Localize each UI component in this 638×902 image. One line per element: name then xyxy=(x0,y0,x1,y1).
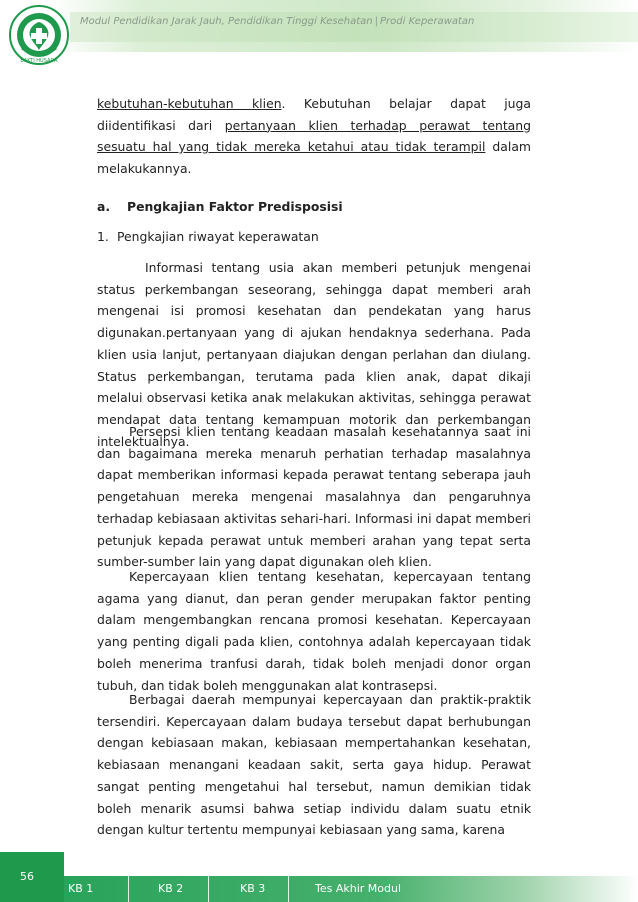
footer-divider xyxy=(208,876,209,902)
paragraph-text: Berbagai daerah mempunyai kepercayaan dan praktik-praktik tersendiri. Kepercayaan dalam budaya tersebut dapat berhubungan dengan kebiasaan makan, kebiasaan mempertahankan kesehatan, kebiasaan menangani keadaan sakit, serta gaya hidup. Perawat sangat penting mengetahui hal tersebut, namun demikian tidak boleh menarik asumsi bahwa setiap individu dalam suatu etnik dengan kultur tertentu mempunyai kebiasaan yang sama, karena xyxy=(97,692,531,838)
paragraph-text: Informasi tentang usia akan memberi petunjuk mengenai status perkembangan seseorang, sehingga dapat memberi arah mengenai isi promosi kesehatan dan pendekatan yang harus digunakan.pertanyaan yang di ajukan hendaknya sederhana. Pada klien usia lanjut, pertanyaan diajukan dengan perlahan dan diulang. Status perkembangan, terutama pada klien anak, dapat dikaji melalui observasi ketika anak melakukan aktivitas, sehingga perawat mendapat data tentang kemampuan motorik dan perkembangan intelektualnya. xyxy=(97,260,531,449)
subsection-number: 1. xyxy=(97,229,109,244)
footer-tab-kb3[interactable]: KB 3 xyxy=(240,882,266,895)
paragraph-persepsi xyxy=(97,421,531,573)
intro-text-2: dalam melakukannya. xyxy=(97,139,531,176)
subsection-heading xyxy=(97,229,319,244)
footer-divider xyxy=(128,876,129,902)
header-title-left: Modul Pendidikan Jarak Jauh, Pendidikan Tinggi Kesehatan xyxy=(80,16,373,27)
section-title: Pengkajian Faktor Predisposisi xyxy=(127,199,343,214)
paragraph-text: Persepsi klien tentang keadaan masalah kesehatannya saat ini dan bagaimana mereka menaruh perhatian terhadap masalahnya dapat memberikan informasi kepada perawat tentang seberapa jauh pengetahuan mereka mengenai masalahnya dan pengaruhnya terhadap kebiasaan aktivitas sehari-hari. Informasi ini dapat memberi petunjuk kepada perawat untuk memberi arahan yang tepat serta sumber-sumber lain yang dapat digunakan oleh klien. xyxy=(97,424,531,570)
paragraph-text: Kepercayaan klien tentang kesehatan, kepercayaan tentang agama yang dianut, dan peran gender merupakan faktor penting dalam mengembangkan rencana promosi kesehatan. Kepercayaan yang penting digali pada klien, contohnya adalah kepercayaan tidak boleh menerima tranfusi darah, tidak boleh menjadi donor organ tubuh, dan tidak boleh menggunakan alat kontrasepsi. xyxy=(97,569,531,693)
header-separator: | xyxy=(374,16,379,27)
section-heading xyxy=(97,199,343,214)
footer-divider xyxy=(288,876,289,902)
intro-paragraph xyxy=(97,93,531,179)
footer-tab-kb2[interactable]: KB 2 xyxy=(158,882,184,895)
intro-text-1: . Kebutuhan belajar dapat juga diidentifikasi dari xyxy=(97,96,531,133)
footer-tab-tes-akhir[interactable]: Tes Akhir Modul xyxy=(315,882,402,895)
section-letter: a. xyxy=(97,199,111,214)
page-number: 56 xyxy=(20,870,34,883)
bakti-husada-logo-icon xyxy=(8,4,70,66)
logo-text: BAKTI HUSADA xyxy=(20,58,58,64)
running-header xyxy=(80,16,474,27)
paragraph-budaya xyxy=(97,689,531,841)
paragraph-kepercayaan xyxy=(97,566,531,696)
footer-tab-kb1[interactable]: KB 1 xyxy=(68,882,94,895)
subsection-title: Pengkajian riwayat keperawatan xyxy=(117,229,319,244)
intro-underlined-1: kebutuhan-kebutuhan klien xyxy=(97,96,282,111)
header-title-right: Prodi Keperawatan xyxy=(380,16,475,27)
intro-underlined-2: pertanyaan klien terhadap perawat tentang sesuatu hal yang tidak mereka ketahui atau tidak terampil xyxy=(97,117,531,154)
